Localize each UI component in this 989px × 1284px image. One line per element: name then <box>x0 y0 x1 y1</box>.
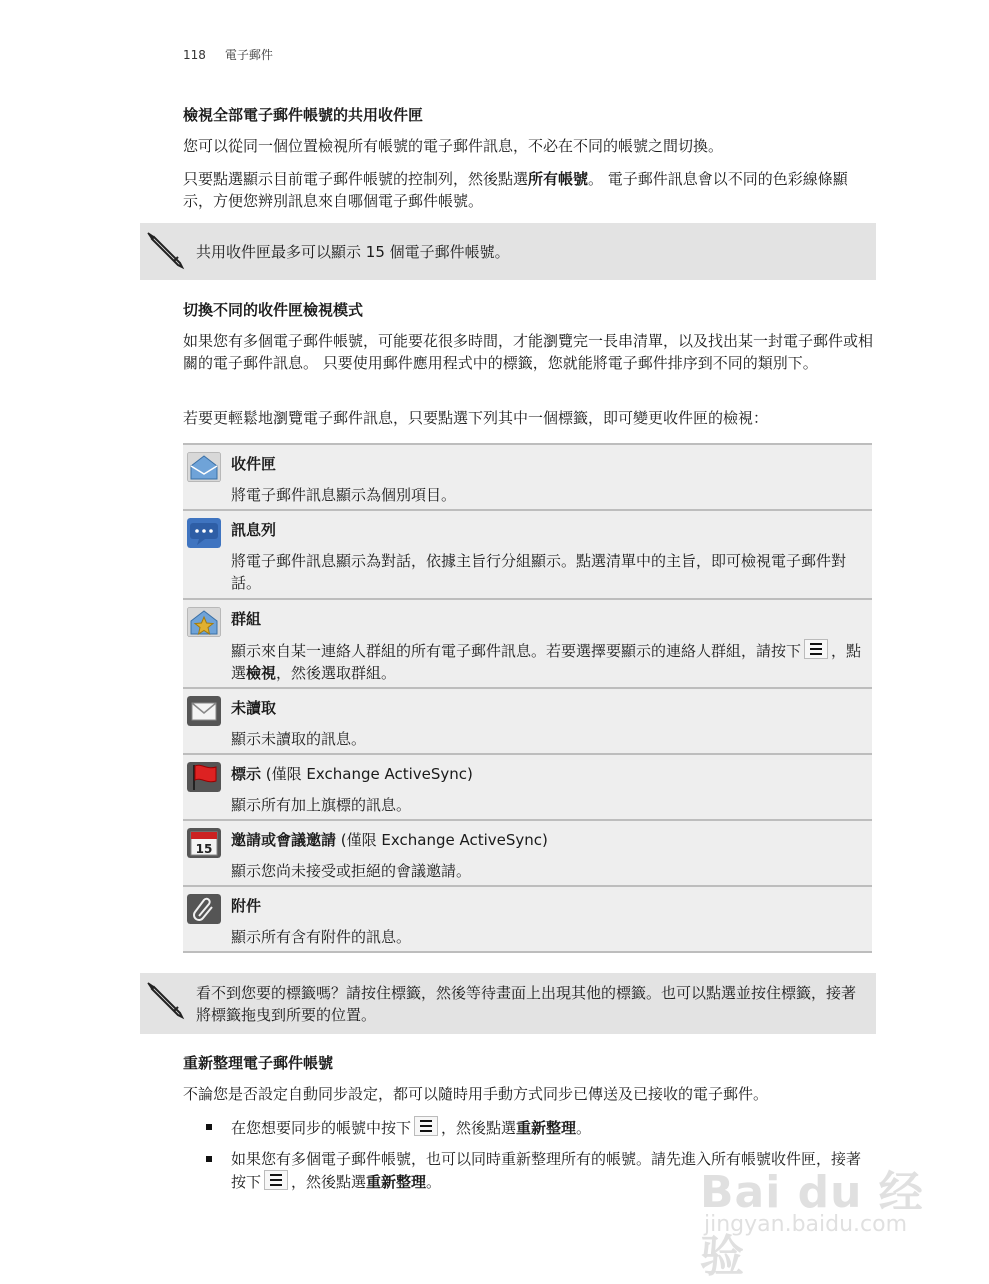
paragraph: 若要更輕鬆地瀏覽電子郵件訊息，只要點選下列其中一個標籤，即可變更收件匣的檢視： <box>183 409 769 427</box>
note-box <box>140 973 876 1034</box>
calendar-icon <box>187 828 221 858</box>
table-row <box>183 600 872 689</box>
chapter-title: 電子郵件 <box>224 48 273 62</box>
table-row <box>183 511 872 600</box>
row-description: 將電子郵件訊息顯示為對話，依據主旨行分組顯示。點選清單中的主旨，即可檢視電子郵件對話。 <box>231 552 847 592</box>
row-title: 群組 <box>231 610 262 628</box>
row-description: 顯示未讀取的訊息。 <box>231 730 367 748</box>
row-description: 顯示您尚未接受或拒絕的會議邀請。 <box>231 862 472 880</box>
pencil-icon <box>146 981 188 1021</box>
group-icon <box>187 607 221 637</box>
list-item: 如果您有多個電子郵件帳號，也可以同時重新整理所有的帳號。請先進入所有帳號收件匣，接著按下 ，然後點選重新整理。 <box>206 1148 874 1193</box>
page-number: 118 <box>183 48 206 62</box>
flag-icon <box>187 762 221 792</box>
row-title: 邀請或會議邀請 (僅限 Exchange ActiveSync) <box>231 831 548 849</box>
paragraph: 不論您是否設定自動同步設定，都可以隨時用手動方式同步已傳送及已接收的電子郵件。 <box>183 1085 769 1103</box>
bullet-icon <box>206 1124 212 1130</box>
conversation-icon <box>187 518 221 548</box>
row-title: 標示 (僅限 Exchange ActiveSync) <box>231 765 473 783</box>
table-row <box>183 755 872 821</box>
paragraph: 您可以從同一個位置檢視所有帳號的電子郵件訊息，不必在不同的帳號之間切換。 <box>183 137 724 155</box>
row-title: 附件 <box>231 897 262 915</box>
svg-text:15: 15 <box>195 842 213 856</box>
note-box <box>140 223 876 280</box>
pencil-icon <box>146 231 188 271</box>
note-text: 共用收件匣最多可以顯示 15 個電子郵件帳號。 <box>196 243 510 261</box>
watermark-brand: Bai du 经验 <box>700 1167 924 1282</box>
row-description: 顯示所有加上旗標的訊息。 <box>231 796 412 814</box>
table-row <box>183 821 872 887</box>
menu-key-icon <box>804 639 828 659</box>
menu-key-icon <box>264 1170 288 1190</box>
paragraph: 只要點選顯示目前電子郵件帳號的控制列，然後點選所有帳號。 電子郵件訊息會以不同的色彩線條顯示，方便您辨別訊息來自哪個電子郵件帳號。 <box>183 170 848 210</box>
row-description: 顯示所有含有附件的訊息。 <box>231 928 412 946</box>
watermark-url: jingyan.baidu.com <box>704 1212 908 1237</box>
watermark <box>700 1128 940 1282</box>
row-title: 收件匣 <box>231 455 277 473</box>
attachment-icon <box>187 894 221 924</box>
bullet-icon <box>206 1156 212 1162</box>
table-row <box>183 689 872 755</box>
menu-key-icon <box>414 1116 438 1136</box>
row-description: 顯示來自某一連絡人群組的所有電子郵件訊息。若要選擇要顯示的連絡人群組，請按下 ，點選檢視，然後選取群組。 <box>231 639 867 684</box>
view-modes-table <box>183 443 872 953</box>
section-heading-combined-inbox: 檢視全部電子郵件帳號的共用收件匣 <box>183 106 424 124</box>
table-row <box>183 445 872 511</box>
note-text: 看不到您要的標籤嗎？請按住標籤，然後等待畫面上出現其他的標籤。也可以點選並按住標籤，接著將標籤拖曳到所要的位置。 <box>196 984 857 1024</box>
page-header <box>183 46 273 63</box>
section-heading-refresh: 重新整理電子郵件帳號 <box>183 1054 334 1072</box>
row-title: 未讀取 <box>231 699 277 717</box>
row-description: 將電子郵件訊息顯示為個別項目。 <box>231 486 457 504</box>
list-item: 在您想要同步的帳號中按下 ，然後點選重新整理。 <box>206 1116 874 1139</box>
row-title: 訊息列 <box>231 521 277 539</box>
unread-icon <box>187 696 221 726</box>
section-heading-view-modes: 切換不同的收件匣檢視模式 <box>183 301 364 319</box>
inbox-icon <box>187 452 221 482</box>
table-row <box>183 887 872 953</box>
paragraph: 如果您有多個電子郵件帳號，可能要花很多時間，才能瀏覽完一長串清單，以及找出某一封電子郵件或相關的電子郵件訊息。 只要使用郵件應用程式中的標籤，您就能將電子郵件排序到不同的類別下。 <box>183 332 874 372</box>
